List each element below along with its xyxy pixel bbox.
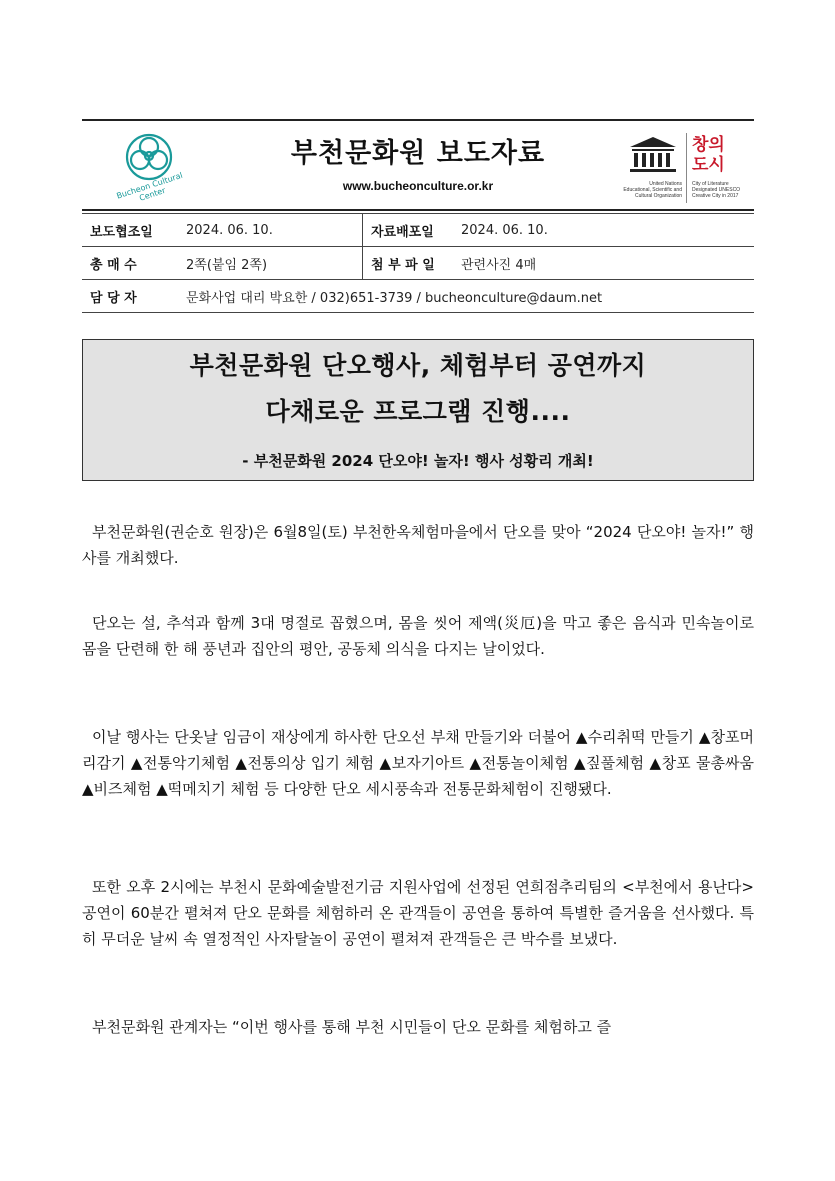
contact-value: 문화사업 대리 박요한 / 032)651-3739 / bucheonculture@daum.net (186, 280, 754, 313)
report-date-value: 2024. 06. 10. (186, 214, 363, 247)
release-date-value: 2024. 06. 10. (461, 214, 754, 247)
body-paragraph: 단오는 설, 추석과 함께 3대 명절로 꼽혔으며, 몸을 씻어 제액(災厄)을 막고 좋은 음식과 민속놀이로 몸을 단련해 한 해 풍년과 집안의 평안, 공동체 의식을 다지는 날이었다. (82, 614, 754, 658)
attachment-label: 첨 부 파 일 (363, 247, 462, 280)
contact-label: 담 당 자 (82, 280, 186, 313)
logo-text: Bucheon Cultural Center (115, 170, 184, 203)
pages-value: 2쪽(붙임 2쪽) (186, 247, 363, 280)
creative-city-label: 창의 도시 (692, 135, 725, 175)
release-info-table (82, 213, 754, 313)
headline-box (82, 339, 754, 481)
org-url[interactable]: www.bucheonculture.or.kr (342, 179, 494, 193)
report-date-label: 보도협조일 (82, 214, 186, 247)
release-date-label: 자료배포일 (363, 214, 462, 247)
headline-subtitle: - 부천문화원 2024 단오야! 놀자! 행사 성황리 개최! (242, 452, 594, 470)
info-row (82, 214, 754, 247)
body-paragraph: 부천문화원 관계자는 “이번 행사를 통해 부천 시민들이 단오 문화를 체험하고 즐 (92, 1018, 612, 1036)
attachment-value: 관련사진 4매 (461, 247, 754, 280)
info-row (82, 280, 754, 313)
body-paragraph: 부천문화원(권순호 원장)은 6월8일(토) 부천한옥체험마을에서 단오를 맞아 “2024 단오야! 놀자!” 행사를 개최했다. (82, 523, 754, 567)
headline-line-1: 부천문화원 단오행사, 체험부터 공연까지 (189, 351, 647, 380)
logo-divider (686, 133, 688, 203)
city-of-literature-caption: City of Literature Designated UNESCO Creative City in 2017 (692, 181, 741, 199)
unesco-caption: United Nations Educational, Scientific and Cultural Organization (623, 181, 682, 199)
unesco-temple-icon (622, 133, 684, 177)
headline-line-2: 다채로운 프로그램 진행.... (265, 397, 571, 426)
body-paragraph: 이날 행사는 단옷날 임금이 재상에게 하사한 단오선 부채 만들기와 더불어 ▲수리취떡 만들기 ▲창포머리감기 ▲전통악기체험 ▲전통의상 입기 체험 ▲보자기아트 ▲전통놀이체험 ▲짚풀체험 ▲창포 물총싸움 ▲비즈체험 ▲떡메치기 체험 등 다양한 단오 세시풍속과 전통문화체험이 진행됐다. (82, 728, 754, 798)
unesco-creative-city-logo (622, 133, 754, 205)
press-release-header (82, 119, 754, 211)
org-title: 부천문화원 보도자료 (290, 138, 546, 169)
info-row (82, 247, 754, 280)
body-paragraph: 또한 오후 2시에는 부천시 문화예술발전기금 지원사업에 선정된 연희점추리팀의 <부천에서 용난다> 공연이 60분간 펼쳐져 단오 문화를 체험하러 온 관객들이 공연을 통하여 특별한 즐거움을 선사했다. 특히 무더운 날씨 속 열정적인 사자탈놀이 공연이 펼쳐져 관객들은 큰 박수를 보냈다. (82, 878, 754, 948)
pages-label: 총 매 수 (82, 247, 186, 280)
